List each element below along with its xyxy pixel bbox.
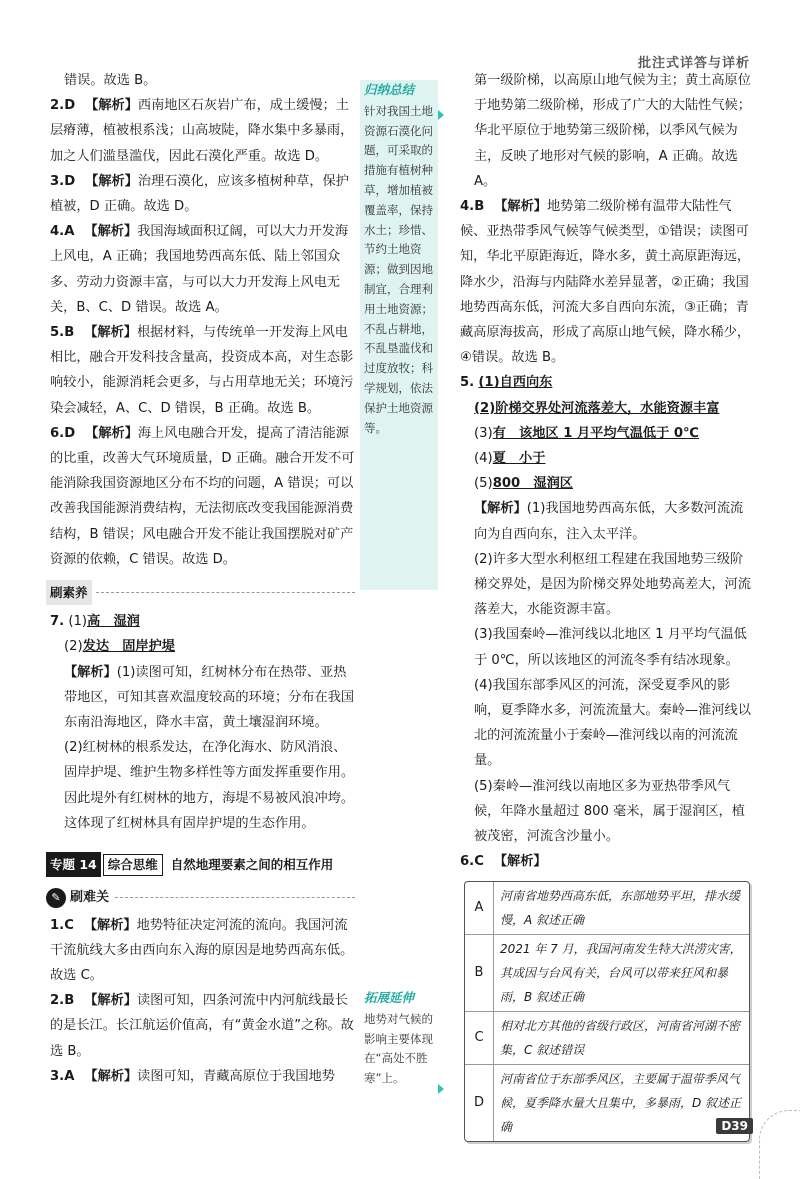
answer-label: (5) bbox=[474, 476, 493, 492]
section-label: 刷难关 bbox=[70, 890, 110, 906]
answer-item bbox=[50, 913, 355, 989]
q5-answer-2 bbox=[460, 396, 755, 421]
side-note-summary bbox=[360, 80, 438, 590]
answer-label: (1) bbox=[68, 614, 88, 630]
q5-explain-4: (4)我国东部季风区的河流，深受夏季风的影响，夏季降水多，河流流量大。秦岭—淮河线以北的河流流量小于秦岭—淮河线以南的河流流量。 bbox=[474, 677, 751, 769]
q5-explain-5: (5)秦岭—淮河线以南地区多为亚热带季风气候，年降水量超过 800 毫米，属于湿润区，植被茂密，河流含沙量小。 bbox=[474, 778, 745, 845]
item-text: 读图可知，四条河流中内河航线最长的是长江。长江航运价值高，有“黄金水道”之称。故选 B。 bbox=[50, 993, 354, 1059]
page-number: D39 bbox=[716, 1118, 753, 1134]
item-text: 海上风电融合开发，提高了清洁能源的比重，改善大气环境质量，D 正确。融合开发不可能消除我国资源地区分布不均的问题，A 错误；可以改善我国能源消费结构，无法彻底改变我国能源消费结构，B 错误；风电融合开发不能让我国摆脱对矿产资源的依赖，C 错误。故选 D。 bbox=[50, 425, 355, 567]
item-number: 5. bbox=[50, 325, 65, 341]
row-value: 2021 年 7 月，我国河南发生特大洪涝灾害，其成因与台风有关，台风可以带来狂风和暴雨，B 叙述正确 bbox=[500, 941, 742, 1004]
item-tag: 【解析】 bbox=[494, 199, 547, 215]
answer-item bbox=[50, 169, 355, 219]
topic-type: 综合思维 bbox=[103, 854, 163, 876]
q5-answer-1 bbox=[460, 370, 755, 395]
item-text: 我国海域面积辽阔，可以大力开发海上风电，A 正确；我国地势西高东低、陆上邻国众多、劳动力资源丰富，与可以大力开发海上风电无关，B、C、D 错误。故选 A。 bbox=[50, 224, 349, 315]
left-intro: 错误。故选 B。 bbox=[64, 73, 157, 88]
answer-fill: (2)阶梯交界处河流落差大，水能资源丰富 bbox=[474, 400, 720, 416]
item-tag: 【解析】 bbox=[83, 917, 137, 933]
brush-icon: ✎ bbox=[46, 888, 66, 908]
answer-item bbox=[460, 849, 755, 874]
row-key: C bbox=[465, 1012, 494, 1064]
item-tag: 【解析】 bbox=[85, 425, 138, 441]
answer-fill: 有 该地区 1 月平均气温低于 0℃ bbox=[492, 425, 700, 441]
answer-item bbox=[460, 194, 755, 370]
arrow-icon bbox=[438, 110, 444, 120]
answer-item bbox=[50, 93, 355, 169]
item-text: 读图可知，青藏高原位于我国地势 bbox=[137, 1068, 335, 1084]
page-corner-decoration bbox=[759, 1110, 800, 1179]
row-key: B bbox=[465, 935, 494, 1011]
answer-item bbox=[50, 320, 355, 421]
item-tag: 【解析】 bbox=[85, 173, 138, 189]
item-answer: C bbox=[474, 854, 484, 870]
item-number: 4. bbox=[460, 199, 475, 215]
topic-number: 专题 14 bbox=[46, 852, 101, 877]
q7-answer-2 bbox=[50, 634, 355, 659]
answer-label: (3) bbox=[474, 425, 493, 441]
item-number: 7. bbox=[50, 614, 65, 630]
section-divider bbox=[46, 885, 355, 910]
item-answer: D bbox=[64, 98, 76, 114]
item-tag: 【解析】 bbox=[85, 98, 138, 114]
item-number: 6. bbox=[50, 425, 65, 441]
divider-line bbox=[96, 592, 355, 593]
answer-item bbox=[50, 421, 355, 572]
row-key: D bbox=[465, 1065, 494, 1141]
q5-explain-2: (2)许多大型水利枢纽工程建在我国地势三级阶梯交界处，是因为阶梯交界处地势高差大，河流落差大，水能资源丰富。 bbox=[474, 551, 751, 618]
item-text: 西南地区石灰岩广布，成土缓慢；土层瘠薄，植被根系浅；山高坡陡，降水集中多暴雨，加之人们滥垦滥伐，因此石漠化严重。故选 D。 bbox=[50, 98, 354, 164]
table-row bbox=[465, 935, 749, 1012]
item-answer: D bbox=[64, 173, 76, 189]
answer-fill: (1)自西向东 bbox=[478, 375, 553, 391]
answer-fill: 发达 固岸护堤 bbox=[82, 639, 175, 655]
item-answer: B bbox=[64, 325, 75, 341]
item-tag: 【解析】 bbox=[64, 664, 117, 680]
section-divider bbox=[46, 580, 355, 605]
q5-answer-4 bbox=[460, 446, 755, 471]
item-tag: 【解析】 bbox=[84, 1068, 138, 1084]
item-text: 地势第二级阶梯有温带大陆性气候、亚热带季风气候等气候类型，①错误；读图可知，华北平原距海近，降水多，黄土高原距海远，降水少，沿海与内陆降水差异显著，②正确；我国地势西高东低，河流大多自西向东流，③正确；青藏高原海拔高，形成了高原山地气候，降水稀少，④错误。故选 B。 bbox=[460, 199, 751, 366]
side-note-text: 地势对气候的影响主要体现在“高处不胜寒”上。 bbox=[364, 1011, 433, 1086]
item-text: 地势特征决定河流的流向。我国河流干流航线大多由西向东入海的原因是地势西高东低。故选 C。 bbox=[50, 917, 354, 983]
side-note-text: 针对我国土地资源石漠化问题，可采取的措施有植树种草，增加植被覆盖率，保持水土；珍惜、节约土地资源；做到因地制宜，合理利用土地资源；不乱占耕地，不乱垦滥伐和过度放牧；科学规划，依法保护土地资源等。 bbox=[364, 103, 433, 435]
table-row bbox=[465, 882, 749, 935]
right-intro: 第一级阶梯，以高原山地气候为主；黄土高原位于地势第二级阶梯，形成了广大的大陆性气候；华北平原位于地势第三级阶梯，以季风气候为主，反映了地形对气候的影响，A 正确。故选 A。 bbox=[474, 73, 751, 189]
row-value: 河南省地势西高东低，东部地势平坦，排水缓慢，A 叙述正确 bbox=[500, 888, 741, 927]
item-number: 4. bbox=[50, 224, 65, 240]
item-number: 5. bbox=[460, 375, 475, 391]
q5-explain-3: (3)我国秦岭—淮河线以北地区 1 月平均气温低于 0℃，所以该地区的河流冬季有结冰现象。 bbox=[474, 627, 747, 668]
q7-answer-1 bbox=[50, 609, 355, 634]
item-number: 6. bbox=[460, 854, 475, 870]
row-value: 河南省位于东部季风区，主要属于温带季风气候，夏季降水量大且集中，多暴雨，D 叙述正确 bbox=[500, 1071, 742, 1134]
row-key: A bbox=[465, 882, 494, 934]
side-note-title: 归纳总结 bbox=[364, 82, 415, 97]
side-note-extension bbox=[360, 988, 438, 1108]
q7-explain-1 bbox=[50, 660, 355, 736]
q5-answer-3 bbox=[460, 421, 755, 446]
q5-answer-5 bbox=[460, 471, 755, 496]
answer-item bbox=[50, 219, 355, 320]
right-column bbox=[460, 68, 755, 1142]
item-number: 2. bbox=[50, 993, 65, 1009]
item-tag: 【解析】 bbox=[493, 854, 547, 870]
page-header: 批注式详答与详析 bbox=[637, 56, 750, 71]
explain-text: (1)读图可知，红树林分布在热带、亚热带地区，可知其喜欢温度较高的环境；分布在我国东南沿海地区，降水丰富，黄土壤湿润环境。 bbox=[64, 664, 355, 731]
left-column bbox=[50, 68, 355, 1089]
topic-bar bbox=[46, 852, 355, 877]
item-number: 3. bbox=[50, 173, 65, 189]
side-note-title: 拓展延伸 bbox=[364, 990, 415, 1005]
arrow-icon bbox=[438, 1084, 444, 1094]
table-row bbox=[465, 1065, 749, 1141]
answer-label: (2) bbox=[64, 639, 83, 655]
answer-item bbox=[50, 988, 355, 1064]
section-label: 刷素养 bbox=[46, 580, 92, 605]
answer-item bbox=[50, 1064, 355, 1089]
item-tag: 【解析】 bbox=[84, 224, 138, 240]
item-text: 治理石漠化，应该多植树种草，保护植被，D 正确。故选 D。 bbox=[50, 173, 349, 215]
item-answer: B bbox=[64, 993, 75, 1009]
item-tag: 【解析】 bbox=[84, 325, 137, 341]
explain-text: (1)我国地势西高东低，大多数河流流向为自西向东，注入太平洋。 bbox=[474, 501, 744, 542]
item-answer: A bbox=[64, 224, 75, 240]
item-answer: B bbox=[474, 199, 485, 215]
item-number: 3. bbox=[50, 1068, 65, 1084]
answer-fill: 800 湿润区 bbox=[492, 476, 573, 492]
row-value: 相对北方其他的省级行政区，河南省河湖不密集，C 叙述错误 bbox=[500, 1018, 741, 1057]
item-answer: A bbox=[64, 1068, 75, 1084]
item-tag: 【解析】 bbox=[474, 501, 527, 517]
q7-explain-2: (2)红树林的根系发达，在净化海水、防风消浪、固岸护堤、维护生物多样性等方面发挥重要作用。因此堤外有红树林的地方，海堤不易被风浪冲垮。这体现了红树林具有固岸护堤的生态作用。 bbox=[64, 740, 355, 831]
table-row bbox=[465, 1012, 749, 1065]
item-number: 1. bbox=[50, 917, 65, 933]
answer-fill: 高 湿润 bbox=[87, 614, 140, 630]
item-answer: D bbox=[64, 425, 76, 441]
analysis-table bbox=[464, 881, 750, 1142]
answer-fill: 夏 小于 bbox=[492, 451, 546, 467]
topic-title: 自然地理要素之间的相互作用 bbox=[170, 857, 334, 873]
item-text: 根据材料，与传统单一开发海上风电相比，融合开发科技含量高，投资成本高，对生态影响较小，能源消耗会更多，与占用草地无关；环境污染会减轻，A、C、D 错误，B 正确。故选 B。 bbox=[50, 325, 354, 416]
item-tag: 【解析】 bbox=[84, 993, 137, 1009]
divider-line bbox=[115, 897, 355, 898]
answer-label: (4) bbox=[474, 451, 493, 467]
item-number: 2. bbox=[50, 98, 65, 114]
q5-explain-1 bbox=[460, 496, 755, 546]
item-answer: C bbox=[64, 917, 74, 933]
